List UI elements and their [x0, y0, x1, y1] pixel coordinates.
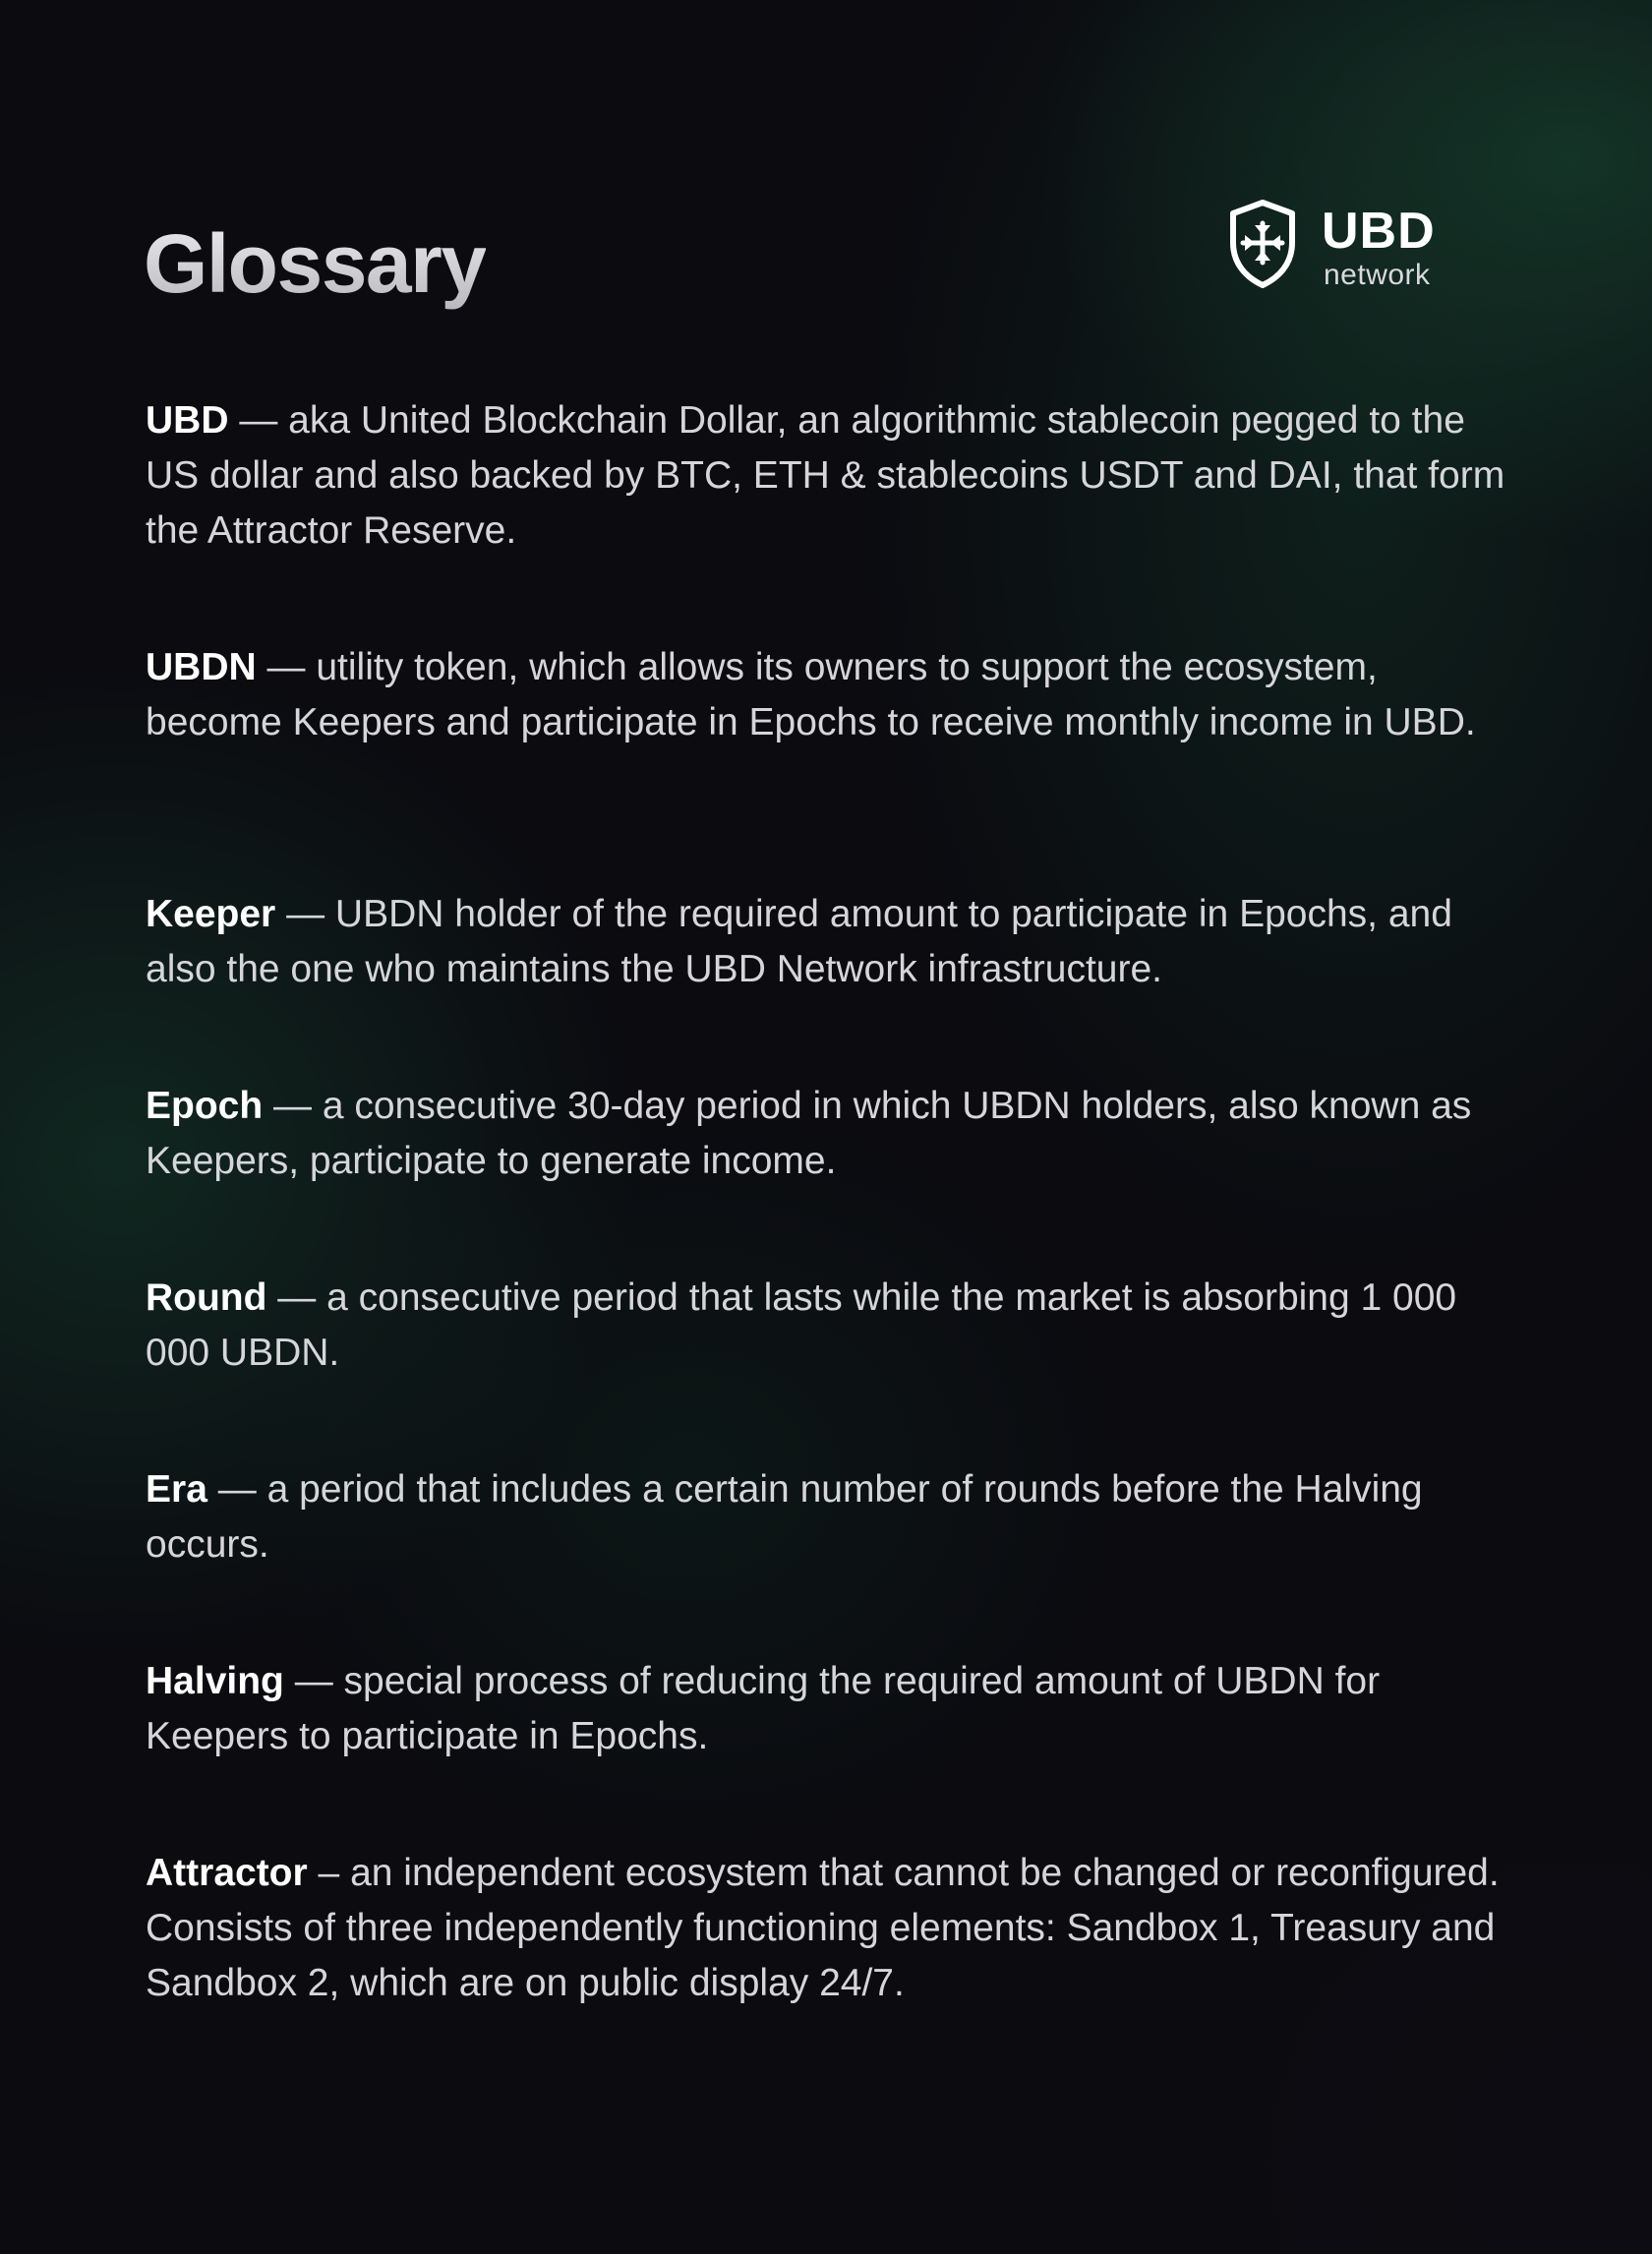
logo-name: UBD [1322, 203, 1436, 260]
term-separator: – [307, 1852, 351, 1894]
ubd-network-logo [1227, 199, 1453, 291]
term-separator: — [206, 1468, 267, 1511]
glossary-entry-halving [146, 1654, 1522, 1764]
term-separator: — [283, 1660, 344, 1702]
glossary-definition: a consecutive 30-day period in which UBDN holders, also known as Keepers, participate to generate income. [146, 1085, 1472, 1182]
glossary-definition: a consecutive period that lasts while the market is absorbing 1 000 000 UBDN. [146, 1276, 1457, 1374]
glossary-term: UBD [146, 399, 229, 442]
glossary-entry-ubdn [146, 640, 1522, 750]
glossary-definition: special process of reducing the required amount of UBDN for Keepers to participate in Epochs. [146, 1660, 1381, 1757]
page-title: Glossary [144, 214, 486, 313]
logo-subtitle: network [1324, 259, 1431, 291]
glossary-definition: an independent ecosystem that cannot be changed or reconfigured. Consists of three independently functioning elements: Sandbox 1, Treasury and Sandbox 2, which are on public display 24/7. [146, 1852, 1500, 2004]
term-separator: — [228, 399, 289, 442]
glossary-term: Attractor [146, 1852, 308, 1894]
term-separator: — [256, 646, 317, 688]
glossary-definition: a period that includes a certain number of rounds before the Halving occurs. [146, 1468, 1423, 1566]
glossary-definition: aka United Blockchain Dollar, an algorithmic stablecoin pegged to the US dollar and also backed by BTC, ETH & stablecoins USDT and DAI, that form the Attractor Reserve. [146, 399, 1505, 552]
term-separator: — [263, 1085, 323, 1127]
glossary-term: Era [146, 1468, 207, 1511]
glossary-term: Keeper [146, 893, 276, 935]
glossary-entry-epoch [146, 1079, 1522, 1189]
glossary-entry-round [146, 1271, 1522, 1381]
glossary-term: Round [146, 1276, 267, 1319]
glossary-definition: UBDN holder of the required amount to participate in Epochs, and also the one who maintains the UBD Network infrastructure. [146, 893, 1452, 990]
glossary-entry-ubd [146, 393, 1522, 559]
glossary-term: Halving [146, 1660, 284, 1702]
shield-cross-icon [1227, 199, 1298, 291]
glossary-entry-keeper [146, 887, 1522, 997]
glossary-definition: utility token, which allows its owners to support the ecosystem, become Keepers and participate in Epochs to receive monthly income in UBD. [146, 646, 1476, 743]
glossary-term: Epoch [146, 1085, 264, 1127]
glossary-term: UBDN [146, 646, 257, 688]
glossary-entry-attractor [146, 1846, 1522, 2011]
term-separator: — [266, 1276, 327, 1319]
term-separator: — [275, 893, 335, 935]
glossary-entry-era [146, 1462, 1522, 1572]
